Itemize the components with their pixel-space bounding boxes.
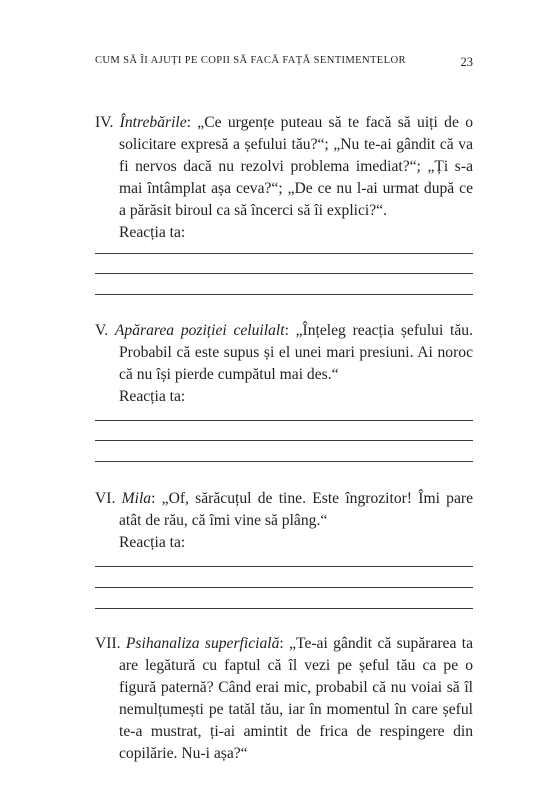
exercise-text (95, 320, 473, 386)
reaction-prompt: Reacția ta: (119, 534, 186, 551)
item-numeral: VI. (95, 490, 116, 507)
exercise-text (95, 488, 473, 532)
answer-line[interactable] (95, 273, 473, 274)
answer-line[interactable] (95, 420, 473, 421)
answer-line[interactable] (95, 461, 473, 462)
example-quote: : „Ce urgențe puteau să te facă să uiți de o solicitare expresă a șefului tău?“; „Nu te-ai gândit că va fi nervos dacă nu rezolvi problema imediat?“; „Ți s-a mai întâmplat așa ceva?“; „De ce nu l-ai urmat după ce a părăsit biroul ca să încerci să îi explici?“. (119, 114, 473, 219)
response-type-label: Apărarea poziției celuilalt (114, 322, 285, 339)
response-type-label: Mila (121, 490, 152, 507)
answer-line[interactable] (95, 608, 473, 609)
exercise-item-v (95, 320, 473, 408)
item-numeral: VII. (95, 635, 121, 652)
answer-line[interactable] (95, 587, 473, 588)
page-number: 23 (460, 55, 473, 69)
running-title: CUM SĂ ÎI AJUȚI PE COPII SĂ FACĂ FAȚĂ SENTIMENTELOR (95, 55, 406, 66)
response-type-label: Întrebările (119, 114, 187, 131)
example-quote: : „Te-ai gândit că supărarea ta are legătură cu faptul că îl vezi pe șeful tău ca pe o figură paternă? Când erai mic, probabil că nu voiai să îl nemulțumești pe tatăl tău, iar în momentul în care șeful te-a mustrat, ți-ai amintit de frica de respingere din copilărie. Nu-i așa?“ (119, 635, 474, 762)
answer-line[interactable] (95, 440, 473, 441)
exercise-text (95, 633, 473, 765)
response-type-label: Psihanaliza superficială (125, 635, 280, 652)
example-quote: : „Înțeleg reacția șefului tău. Probabil că este supus și el unei mari presiuni. Ai noroc că nu își pierde cumpătul mai des.“ (119, 322, 473, 383)
item-numeral: V. (95, 322, 109, 339)
exercise-item-vii (95, 633, 473, 765)
answer-line[interactable] (95, 566, 473, 567)
exercise-item-vi (95, 488, 473, 554)
page-header (95, 55, 473, 71)
answer-line[interactable] (95, 253, 473, 254)
exercise-item-iv (95, 112, 473, 244)
example-quote: : „Of, sărăcuțul de tine. Este îngrozitor! Îmi pare atât de rău, că îmi vine să plâng.“ (119, 490, 473, 529)
reaction-prompt: Reacția ta: (119, 224, 186, 241)
exercise-text (95, 112, 473, 222)
item-numeral: IV. (95, 114, 114, 131)
reaction-prompt: Reacția ta: (119, 388, 186, 405)
answer-line[interactable] (95, 294, 473, 295)
